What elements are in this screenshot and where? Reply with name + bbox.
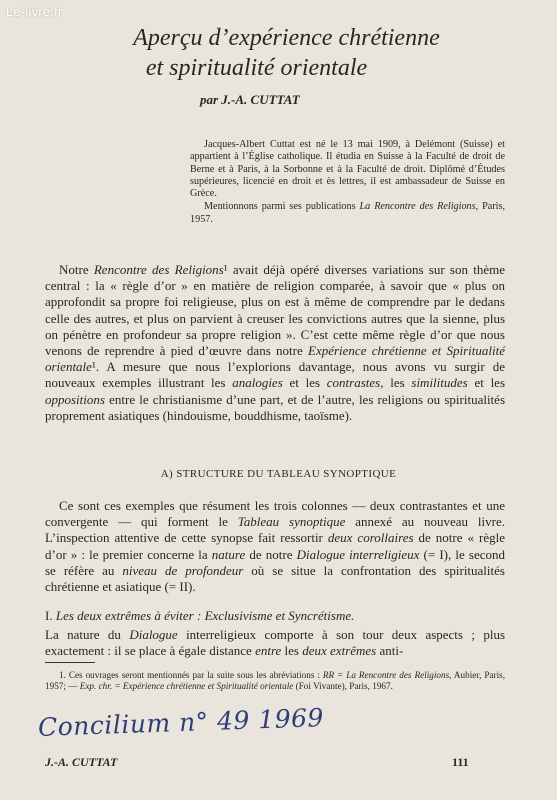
- text-run: de notre « règle d’or » : le premier concerne la: [45, 530, 505, 562]
- author-bio: [190, 139, 505, 226]
- text-run: ¹ avait déjà opéré diverses variations sur son thème central : la « règle d’or » en matière de religion comparée, à savoir que « plus on approfondit sa propre foi religieuse, plus on est à même de comprendre par le dedans celle des autres, et plus on parvient à creuser les convictions autres que la sienne, plus on pénètre en profondeur sa propre religion ». C’est cette même règle d’or que nous venons de reprendre à pied d’œuvre dans notre: [45, 262, 505, 359]
- text-run: les: [281, 643, 303, 659]
- footer-author: J.-A. CUTTAT: [45, 755, 118, 769]
- italic-run: similitudes: [411, 375, 468, 391]
- text-run: où se situe la confrontation des spiritualités chrétienne et asiatique (= II).: [45, 562, 505, 595]
- italic-run: analogies: [232, 375, 283, 391]
- italic-run: Tableau synoptique: [237, 514, 346, 530]
- footnote: [45, 670, 505, 692]
- text-run: anti-: [376, 643, 404, 659]
- italic-run: oppositions: [45, 391, 105, 407]
- italic-run: Dialogue: [129, 627, 178, 642]
- text-run: ¹. A mesure que nous l’explorions davantage, nous avons vu surgir de nouveaux exemples illustrant les: [45, 359, 505, 391]
- paragraph-3: [45, 627, 505, 659]
- text-run: , Aubier, Paris, 1957; —: [45, 670, 505, 691]
- italic-run: niveau de profondeur: [122, 562, 244, 578]
- subsection-heading: [45, 608, 505, 624]
- italic-run: nature: [211, 546, 246, 562]
- italic-run: Exp. chr. = Expérience chrétienne et Spiritualité orientale: [79, 681, 294, 691]
- italic-run: Expérience chrétienne et Spiritualité orientale: [45, 343, 505, 375]
- text-run: interreligieux comporte à son tour deux aspects ; plus exactement : il se place à égale distance: [45, 627, 506, 659]
- watermark: Le-livre.fr: [6, 4, 63, 19]
- italic-run: RR = La Rencontre des Religions: [322, 670, 450, 680]
- bio-paragraph-1: Jacques-Albert Cuttat est né le 13 mai 1909, à Delémont (Suisse) et appartient à l’Église catholique. Il étudia en Suisse à la Faculté de droit de Berne et à Paris, à la Sorbonne et à la Faculté de droit. Diplômé d’Études supérieures, licencié en droit et ès lettres, il est ambassadeur de Suisse en Grèce.: [190, 139, 505, 200]
- text-run: , les: [380, 375, 412, 391]
- text-run: (= I), le second se réfère au: [45, 546, 505, 578]
- text-run: La nature du: [45, 627, 130, 642]
- text-run: annexé au nouveau livre. L’inspection attentive de cette synopse fait ressortir: [45, 514, 505, 546]
- paragraph-2: [45, 498, 505, 595]
- bio-text: , Paris, 1957.: [190, 201, 506, 225]
- subsection-title: Les deux extrêmes à éviter : Exclusivisme et Syncrétisme.: [55, 608, 355, 623]
- article-title-line-2: et spiritualité orientale: [145, 55, 368, 81]
- text-run: Notre: [59, 262, 94, 277]
- footnote-divider: [45, 662, 95, 663]
- italic-run: Dialogue interreligieux: [296, 546, 420, 562]
- handwritten-annotation: Concilium n° 49 1969: [37, 703, 325, 742]
- italic-run: deux corollaires: [327, 530, 414, 546]
- bio-publication-title: La Rencontre des Religions: [359, 201, 476, 213]
- italic-run: deux extrêmes: [302, 643, 377, 659]
- text-run: Ce sont ces exemples que résument les trois colonnes — deux contrastantes et une convergente — qui forment le: [45, 498, 505, 530]
- text-run: (Foi Vivante), Paris, 1967.: [293, 681, 393, 691]
- article-title-line-1: Aperçu d’expérience chrétienne: [133, 25, 440, 51]
- italic-run: Rencontre des Religions: [93, 262, 224, 277]
- author-byline: par J.-A. CUTTAT: [200, 92, 300, 107]
- text-run: 1. Ces ouvrages seront mentionnés par la suite sous les abréviations :: [59, 670, 323, 680]
- text-run: et les: [282, 375, 327, 391]
- bio-text: Mentionnons parmi ses publications: [204, 201, 360, 213]
- page-number: 111: [452, 755, 469, 769]
- subsection-number: I.: [45, 608, 56, 623]
- italic-run: entre: [255, 643, 282, 659]
- bio-paragraph-2: [190, 201, 505, 226]
- text-run: et les: [467, 375, 506, 391]
- section-heading: A) STRUCTURE DU TABLEAU SYNOPTIQUE: [160, 468, 397, 480]
- text-run: de notre: [245, 546, 297, 562]
- paragraph-1: [45, 262, 505, 424]
- italic-run: contrastes: [326, 375, 381, 391]
- text-run: entre le christianisme d’une part, et de l’autre, les religions ou spiritualités proprement asiatiques (hindouisme, bouddhisme, taoïsme).: [45, 391, 505, 423]
